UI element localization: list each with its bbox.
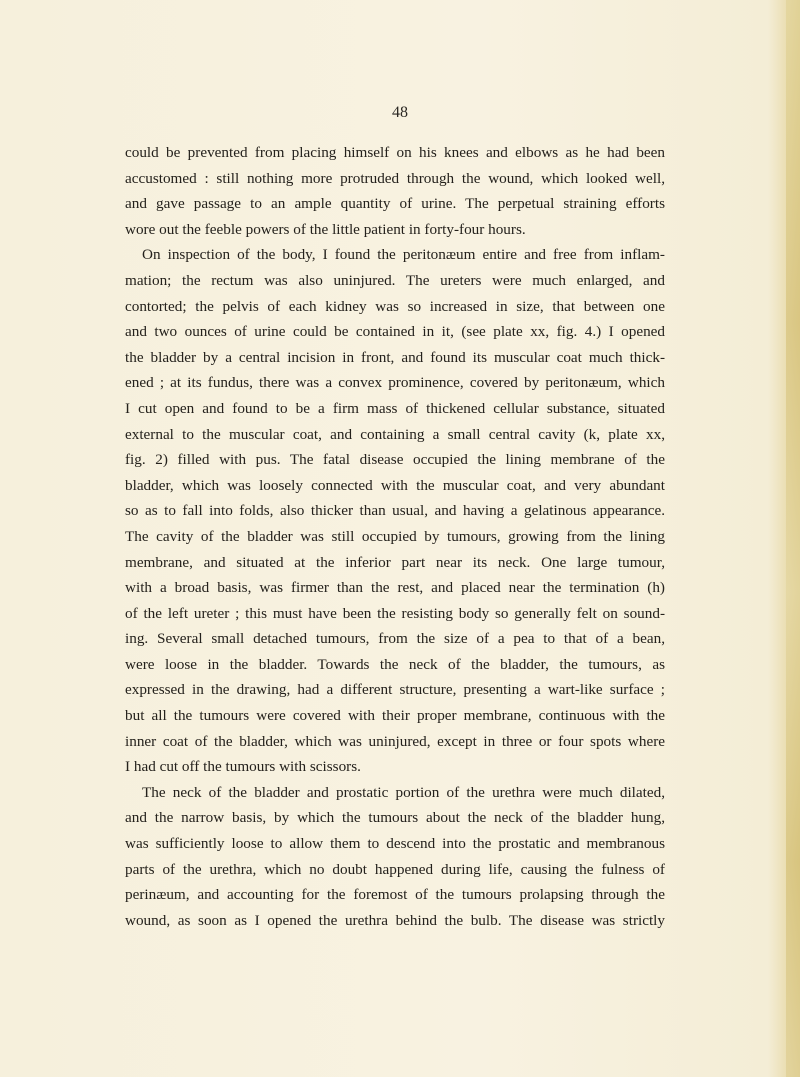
text-line: with a broad basis, was firmer than the rest, and placed near the termination (h)	[125, 579, 665, 597]
text-line: ened ; at its fundus, there was a convex prominence, covered by peritonæum, which	[125, 374, 665, 392]
text-line: the bladder by a central incision in front, and found its muscular coat much thick-	[125, 348, 665, 366]
text-line: The neck of the bladder and prostatic portion of the urethra were much dilated,	[142, 783, 665, 801]
text-line: I cut open and found to be a firm mass of thickened cellular substance, situated	[125, 399, 665, 417]
text-line: mation; the rectum was also uninjured. The ureters were much enlarged, and	[125, 271, 665, 289]
page-edge-shading	[786, 0, 800, 1077]
body-text	[125, 140, 665, 933]
page-number: 48	[392, 104, 408, 121]
text-line: ing. Several small detached tumours, from the size of a pea to that of a bean,	[125, 630, 665, 648]
text-line: contorted; the pelvis of each kidney was so increased in size, that between one	[125, 297, 665, 315]
text-line: so as to fall into folds, also thicker than usual, and having a gelatinous appearance.	[125, 502, 665, 520]
text-line: The cavity of the bladder was still occupied by tumours, growing from the lining	[125, 527, 665, 545]
text-line: and gave passage to an ample quantity of urine. The perpetual straining efforts	[125, 195, 665, 213]
text-line: perinæum, and accounting for the foremost of the tumours prolapsing through the	[125, 886, 665, 904]
text-line: parts of the urethra, which no doubt happened during life, causing the fulness of	[125, 860, 665, 878]
text-line: accustomed : still nothing more protruded through the wound, which looked well,	[125, 169, 665, 187]
text-line: of the left ureter ; this must have been the resisting body so generally felt on sound-	[125, 604, 665, 622]
text-line: and the narrow basis, by which the tumours about the neck of the bladder hung,	[125, 809, 665, 827]
text-line: but all the tumours were covered with their proper membrane, continuous with the	[125, 707, 665, 725]
text-line: was sufficiently loose to allow them to descend into the prostatic and membranous	[125, 835, 665, 853]
text-line: were loose in the bladder. Towards the neck of the bladder, the tumours, as	[125, 655, 665, 673]
text-line: wore out the feeble powers of the little patient in forty-four hours.	[125, 220, 526, 238]
text-line: I had cut off the tumours with scissors.	[125, 758, 361, 776]
text-line: fig. 2) filled with pus. The fatal disease occupied the lining membrane of the	[125, 451, 665, 469]
text-line: inner coat of the bladder, which was uninjured, except in three or four spots where	[125, 732, 665, 750]
text-line: bladder, which was loosely connected with the muscular coat, and very abundant	[125, 476, 665, 494]
text-line: external to the muscular coat, and containing a small central cavity (k, plate xx,	[125, 425, 665, 443]
text-line: expressed in the drawing, had a different structure, presenting a wart-like surface ;	[125, 681, 665, 699]
text-line: and two ounces of urine could be contained in it, (see plate xx, fig. 4.) I opened	[125, 323, 665, 341]
text-line: On inspection of the body, I found the peritonæum entire and free from inflam-	[142, 246, 665, 264]
text-line: could be prevented from placing himself on his knees and elbows as he had been	[125, 144, 665, 161]
text-line: wound, as soon as I opened the urethra behind the bulb. The disease was strictly	[125, 911, 665, 929]
text-line: membrane, and situated at the inferior part near its neck. One large tumour,	[125, 553, 665, 571]
